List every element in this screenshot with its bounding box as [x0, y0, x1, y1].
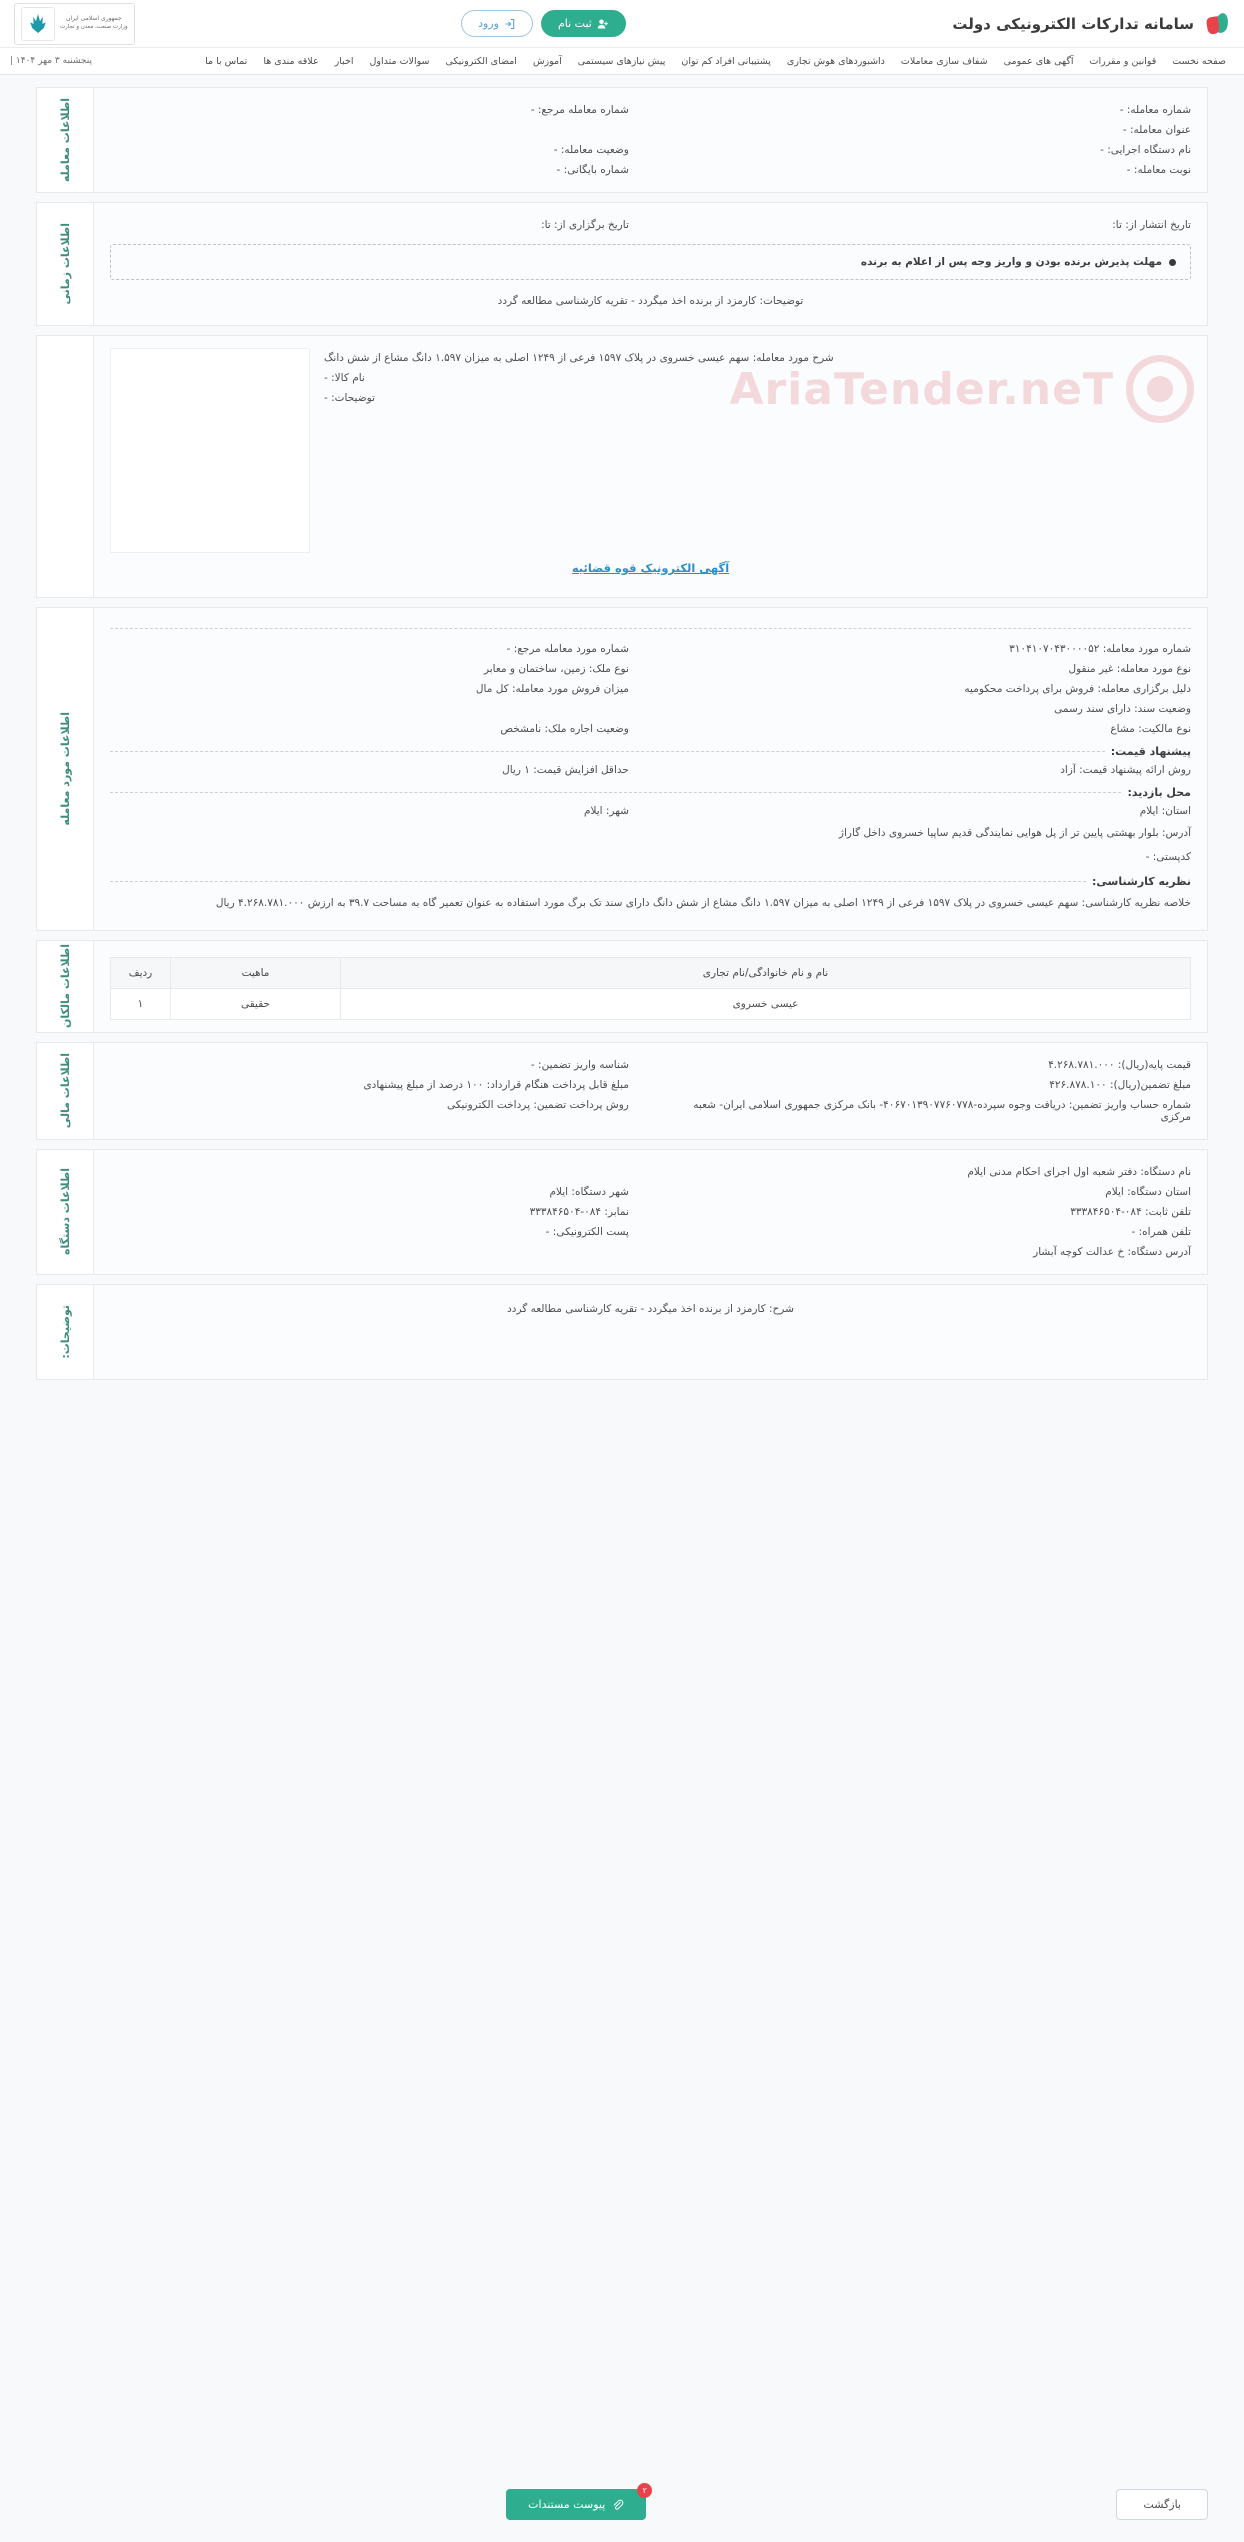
subject-row-1 [110, 659, 1191, 679]
time-info-note: توضیحات: کارمزد از برنده اخذ میگردد - تقریه کارشناسی مطالعه گردد [497, 295, 804, 307]
auth-buttons [461, 10, 626, 37]
nav-item-1[interactable]: قوانین و مقررات [1089, 55, 1157, 67]
owners-col-nature: ماهیت [171, 957, 341, 988]
deal-info-row-0 [110, 100, 1191, 120]
deal-title: عنوان معامله: - [1122, 124, 1191, 136]
tab-subject-media [37, 336, 94, 597]
subject-media-body [94, 336, 1207, 597]
guarantee-payment-method: روش پرداخت تضمین: پرداخت الکترونیکی [446, 1098, 629, 1111]
card-description [36, 1284, 1208, 1380]
tab-time-info [37, 203, 94, 325]
org-province: استان دستگاه: ایلام [1105, 1185, 1191, 1198]
org-row-0 [110, 1162, 1191, 1182]
setadiran-logo-icon [1202, 10, 1230, 38]
organization-body [94, 1150, 1207, 1274]
brand-block [952, 10, 1230, 38]
org-row-4 [110, 1242, 1191, 1262]
login-arrow-icon [504, 18, 516, 30]
min-increment: حداقل افزایش قیمت: ۱ ریال [502, 764, 629, 776]
financial-row-1 [110, 1075, 1191, 1095]
expert-title-row [110, 869, 1191, 890]
org-blank-0 [110, 1166, 629, 1178]
winner-deadline-text: مهلت پذیرش برنده بودن و واریز وجه پس از اعلام به برنده [860, 256, 1162, 268]
subject-notes: توضیحات: - [324, 392, 375, 404]
attachments-label: پیوست مستندات [528, 2498, 606, 2511]
nav-item-8[interactable]: امضای الکترونیکی [445, 55, 517, 67]
owner-index: ۱ [111, 988, 171, 1019]
publish-date-range: تاریخ انتشار از: تا: [1112, 219, 1191, 231]
expert-divider [110, 881, 1086, 882]
paperclip-icon [612, 2499, 624, 2511]
org-row-3 [110, 1222, 1191, 1242]
card-financial [36, 1042, 1208, 1140]
register-button[interactable] [541, 10, 626, 37]
card-time-info [36, 202, 1208, 326]
ministry-logo-box [14, 3, 135, 45]
tab-owners [37, 941, 94, 1032]
owners-body [94, 941, 1207, 1032]
card-owners [36, 940, 1208, 1033]
owner-nature: حقیقی [171, 988, 341, 1019]
login-button[interactable] [461, 10, 533, 37]
subject-blank-3 [110, 703, 629, 715]
description-text: شرح: کارمزد از برنده اخذ میگردد - تقریه کارشناسی مطالعه گردد [507, 1302, 794, 1315]
subject-row-4 [110, 719, 1191, 739]
gov-logos [14, 3, 135, 45]
visit-divider [110, 792, 1121, 793]
visit-city: شهر: ایلام [583, 805, 629, 817]
visit-postal-code: کدپستی: - [1145, 851, 1191, 863]
deal-round: نوبت معامله: - [1126, 164, 1191, 176]
org-blank-4 [110, 1246, 629, 1258]
tab-deal-info-label: اطلاعات معامله [58, 97, 72, 183]
tab-deal-subject-label: اطلاعات مورد معامله [58, 712, 72, 826]
subject-number: شماره مورد معامله: ۳۱۰۴۱۰۷۰۴۳۰۰۰۰۵۲ [1009, 643, 1191, 655]
subject-type: نوع مورد معامله: غیر منقول [1068, 663, 1191, 675]
nav-item-11[interactable]: علاقه مندی ها [263, 55, 319, 67]
subject-ref-number: شماره مورد معامله مرجع: - [506, 643, 629, 655]
subject-desc-row [324, 348, 1191, 368]
description-body [94, 1285, 1207, 1379]
card-deal-subject [36, 607, 1208, 931]
sale-amount: میزان فروش مورد معامله: کل مال [475, 683, 629, 695]
expert-opinion-text: خلاصه نظریه کارشناسی: سهم عیسی خسروی در پلاک ۱۵۹۷ فرعی از ۱۲۴۹ اصلی به میزان ۱.۵۹۷ دانگ مشاع از شش دانگ دارای سند تک برگ مورد استفاده به عنوان تعمیر گاه به مساحت ۳۹.۷ به ارزش ۴.۲۶۸.۷۸۱.۰۰۰ ریال [215, 897, 1191, 909]
price-proposal-title-row [110, 739, 1191, 760]
time-info-row-0 [110, 215, 1191, 235]
attachments-button[interactable] [506, 2486, 647, 2520]
time-info-body [94, 203, 1207, 325]
nav-item-6[interactable]: پیش نیازهای سیستمی [577, 55, 666, 67]
site-title: سامانه تدارکات الکترونیکی دولت [952, 14, 1194, 33]
subject-media-area [110, 348, 1191, 553]
user-plus-icon [597, 18, 609, 30]
tab-deal-info [37, 88, 94, 192]
top-header [0, 0, 1244, 48]
subject-product-row [324, 368, 1191, 388]
deal-status: وضعیت معامله: - [553, 144, 629, 156]
org-mobile: تلفن همراه: - [1131, 1225, 1191, 1238]
judiciary-announcement-link[interactable]: آگهی الکترونیک قوه قضائیه [571, 561, 730, 575]
expert-title: نظریه کارشناسی: [1092, 875, 1191, 888]
subject-desc-block [324, 348, 1191, 408]
financial-row-0 [110, 1055, 1191, 1075]
nav-item-12[interactable]: تماس با ما [205, 55, 248, 67]
base-price: قیمت پایه(ریال): ۴.۲۶۸.۷۸۱.۰۰۰ [1048, 1058, 1191, 1071]
footer-center [36, 2486, 1116, 2520]
subject-row-0 [110, 639, 1191, 659]
holding-date-range: تاریخ برگزاری از: تا: [541, 219, 629, 231]
price-divider [110, 751, 1105, 752]
deal-number: شماره معامله: - [1119, 104, 1191, 116]
tab-deal-subject [37, 608, 94, 930]
card-subject-media [36, 335, 1208, 598]
guarantee-deposit-id: شناسه واریز تضمین: - [530, 1058, 629, 1071]
nav-item-9[interactable]: سوالات متداول [369, 55, 430, 67]
deal-subject-body [94, 608, 1207, 930]
org-row-1 [110, 1182, 1191, 1202]
document-status: وضعیت سند: دارای سند رسمی [1054, 703, 1191, 715]
main-navigation [0, 48, 1244, 75]
property-type: نوع ملک: زمین، ساختمان و معابر [483, 663, 629, 675]
deal-info-row-3 [110, 160, 1191, 180]
owners-table [110, 957, 1191, 1020]
owners-col-name: نام و نام خانوادگی/نام تجاری [341, 957, 1191, 988]
card-deal-info [36, 87, 1208, 193]
price-method: روش ارائه پیشنهاد قیمت: آزاد [1060, 764, 1191, 776]
sale-reason: دلیل برگزاری معامله: فروش برای پرداخت محکومیه [964, 683, 1191, 695]
org-city: شهر دستگاه: ایلام [549, 1185, 629, 1198]
subject-row-3 [110, 699, 1191, 719]
owners-header-row [111, 957, 1191, 988]
price-row-0 [110, 760, 1191, 780]
contract-payment-percent: مبلغ قابل پرداخت هنگام قرارداد: ۱۰۰ درصد از مبلغ پیشنهادی [363, 1078, 629, 1091]
current-date: پنجشنبه ۳ مهر ۱۴۰۴ | [10, 56, 92, 66]
visit-title-row [110, 780, 1191, 801]
product-name: نام کالا: - [324, 372, 365, 384]
org-address: آدرس دستگاه: خ عدالت کوچه آبشار [1033, 1245, 1191, 1258]
visit-title: محل بازدید: [1127, 786, 1191, 799]
nav-item-10[interactable]: اخبار [334, 55, 354, 67]
org-fax: نمابر: ۰۸۴-۳۳۳۸۴۶۵۰۴ [529, 1205, 629, 1218]
subject-row-2 [110, 679, 1191, 699]
tab-financial [37, 1043, 94, 1139]
executive-org-name: نام دستگاه اجرایی: - [1100, 144, 1191, 156]
nav-item-2[interactable]: آگهی های عمومی [1003, 55, 1074, 67]
nav-item-4[interactable]: داشبوردهای هوش تجاری [786, 55, 885, 67]
deal-ref-number: شماره معامله مرجع: - [530, 104, 629, 116]
deal-blank-1 [110, 124, 629, 136]
deal-info-row-1 [110, 120, 1191, 140]
deal-info-row-2 [110, 140, 1191, 160]
tab-organization-label: اطلاعات دستگاه [58, 1168, 72, 1256]
rental-status: وضعیت اجاره ملک: نامشخص [500, 723, 629, 735]
card-organization [36, 1149, 1208, 1275]
org-email: پست الکترونیکی: - [545, 1225, 629, 1238]
org-phone: تلفن ثابت: ۰۸۴-۳۳۳۸۴۶۵۰۴ [1070, 1205, 1191, 1218]
visit-address: آدرس: بلوار بهشتی پایین تر از پل هوایی نمایندگی قدیم ساپیا خسروی داخل گاراژ [838, 827, 1191, 839]
nav-item-3[interactable]: شفاف سازی معاملات [900, 55, 988, 67]
tab-description-label: توضیحات: [58, 1305, 72, 1359]
financial-body [94, 1043, 1207, 1139]
bullet-icon [1169, 259, 1176, 266]
main-content [0, 75, 1244, 2475]
footer-actions [0, 2475, 1244, 2542]
deal-info-body [94, 88, 1207, 192]
org-row-2 [110, 1202, 1191, 1222]
subject-notes-row [324, 388, 1191, 408]
divider-top [110, 628, 1191, 629]
tab-owners-label: اطلاعات مالکان [58, 944, 72, 1029]
nav-item-5[interactable]: پشتیبانی افراد کم توان [681, 55, 771, 67]
visit-province: استان: ایلام [1139, 805, 1191, 817]
register-label: ثبت نام [557, 17, 592, 30]
gov-line-2: وزارت صنعت، معدن و تجارت [60, 23, 128, 30]
attachments-count-badge: ۲ [637, 2483, 652, 2498]
guarantee-amount: مبلغ تضمین(ریال): ۴۲۶.۸۷۸.۱۰۰ [1049, 1078, 1191, 1091]
tab-description [37, 1285, 94, 1379]
login-label: ورود [478, 17, 499, 30]
archive-number: شماره بایگانی: - [556, 164, 629, 176]
property-image-placeholder[interactable] [110, 348, 310, 553]
nav-item-7[interactable]: آموزش [532, 55, 562, 67]
ministry-logo-text [60, 15, 128, 31]
nav-item-0[interactable]: صفحه نخست [1172, 55, 1226, 67]
tab-financial-label: اطلاعات مالی [58, 1053, 72, 1129]
table-row [111, 988, 1191, 1019]
visit-row-0 [110, 801, 1191, 821]
ownership-type: نوع مالکیت: مشاع [1110, 723, 1191, 735]
tab-organization [37, 1150, 94, 1274]
financial-row-2 [110, 1095, 1191, 1127]
subject-description: شرح مورد معامله: سهم عیسی خسروی در پلاک ۱۵۹۷ فرعی از ۱۲۴۹ اصلی به میزان ۱.۵۹۷ دانگ مشاع از شش دانگ [324, 352, 834, 364]
winner-deadline-box [110, 244, 1191, 280]
owners-col-index: ردیف [111, 957, 171, 988]
price-proposal-title: پیشنهاد قیمت: [1110, 745, 1191, 758]
back-button[interactable]: بازگشت [1116, 2489, 1208, 2520]
owner-name: عیسی خسروی [341, 988, 1191, 1019]
gov-line-1: جمهوری اسلامی ایران [65, 15, 122, 23]
org-name: نام دستگاه: دفتر شعبه اول اجرای احکام مدنی ایلام [967, 1165, 1191, 1178]
tab-time-info-label: اطلاعات زمانی [58, 223, 72, 305]
guarantee-account: شماره حساب واریز تضمین: دریافت وجوه سپرده-۴۰۶۷۰۱۳۹۰۷۷۶۰۷۷۸- بانک مرکزی جمهوری اسلامی ایران- شعبه مرکزی [693, 1098, 1191, 1123]
iran-emblem-icon [21, 7, 55, 41]
